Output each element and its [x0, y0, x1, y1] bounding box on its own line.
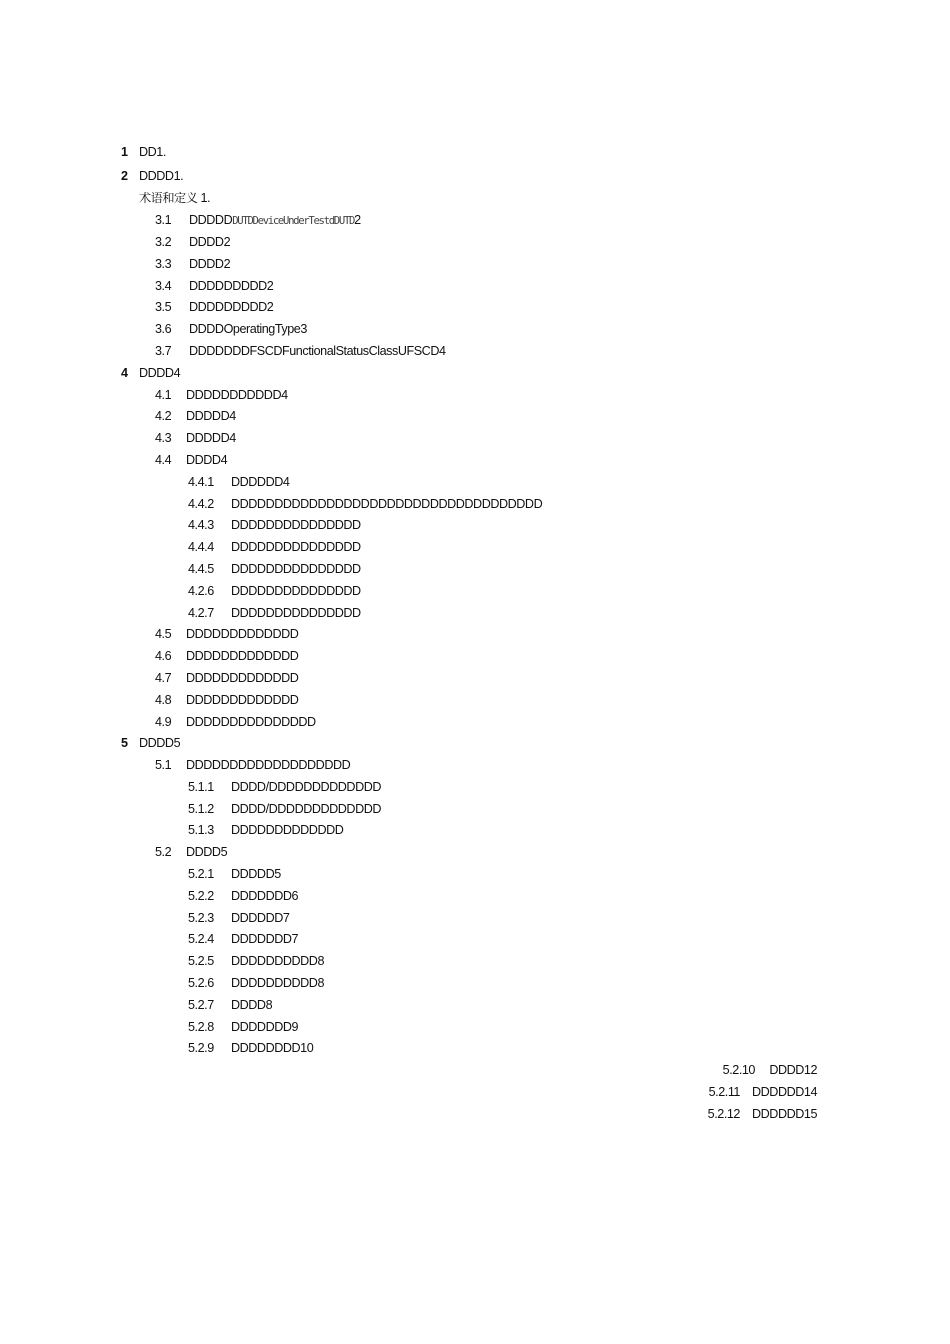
toc-number: 4.8	[155, 692, 172, 707]
toc-entry-5-2-4[interactable]	[0, 929, 950, 951]
toc-entry-5-2-5[interactable]	[0, 951, 950, 973]
toc-title: DDDDDD15	[752, 1106, 817, 1121]
toc-page: 1.	[197, 191, 211, 206]
toc-title: DDDDDDDDDD8	[231, 976, 325, 991]
toc-entry-3-4[interactable]	[0, 276, 950, 298]
toc-number: 5.2.4	[188, 932, 214, 947]
toc-entry-4-8[interactable]	[0, 690, 950, 712]
toc-entry-1[interactable]	[0, 140, 950, 164]
toc-title: DDDD8	[231, 997, 273, 1012]
toc-title: DDDDDDDDDDDDD	[186, 692, 299, 707]
toc-title: DDDDD5	[231, 867, 281, 882]
toc-number: 4.4.1	[188, 474, 214, 489]
toc-number: 4.1	[155, 387, 172, 402]
toc-title-prefix: DDDDD	[189, 213, 233, 228]
toc-number: 4.2	[155, 409, 172, 424]
toc-number: 4.4	[155, 452, 172, 467]
toc-entry-4-3[interactable]	[0, 428, 950, 450]
toc-number: 4.4.4	[188, 540, 214, 555]
toc-entry-5-1-3[interactable]	[0, 820, 950, 842]
toc-title: DDDDDDDDDDDDDDD	[231, 605, 361, 620]
toc-entry-3-1[interactable]	[0, 210, 950, 232]
toc-number: 5.2.1	[188, 867, 214, 882]
toc-entry-5-2[interactable]	[0, 842, 950, 864]
toc-title: DDDDDDDDDDDDDDD	[231, 518, 361, 533]
toc-title: DDDD5	[186, 845, 228, 860]
toc-number: 4.4.5	[188, 561, 214, 576]
toc-entry-5-2-1[interactable]	[0, 864, 950, 886]
toc-entry-4-2-6[interactable]	[0, 581, 950, 603]
toc-title: DDDDDDDDDDDDD	[186, 670, 299, 685]
toc-entry-5-1-1[interactable]	[0, 777, 950, 799]
toc-title: DDDDDDDFSCDFunctionalStatusClassUFSCD4	[189, 343, 446, 358]
toc-title: DDDDDDDDDDDDDDD	[231, 561, 361, 576]
toc-number: 1	[121, 145, 128, 159]
toc-number: 4.6	[155, 649, 172, 664]
toc-number: 5.2.8	[188, 1019, 214, 1034]
toc-title	[189, 210, 361, 233]
toc-title: DDDDDD4	[231, 474, 290, 489]
toc-title: DD1.	[139, 145, 166, 159]
toc-title: DDDDDDDDDDDDDDD	[231, 540, 361, 555]
toc-entry-4-6[interactable]	[0, 646, 950, 668]
toc-entry-3-6[interactable]	[0, 319, 950, 341]
toc-number: 5.2.11	[708, 1085, 740, 1100]
toc-entry-4-2-7[interactable]	[0, 603, 950, 625]
toc-title: DDDDDDDDDDDDD	[186, 649, 299, 664]
toc-title: DDDDDDDDDDDDD	[231, 823, 344, 838]
toc-title: DDDD/DDDDDDDDDDDDD	[231, 801, 382, 816]
toc-entry-5-2-8[interactable]	[0, 1017, 950, 1039]
toc-title: DDDDOperatingType3	[189, 322, 307, 337]
toc-entry-5[interactable]	[0, 733, 950, 755]
toc-title: DDDDDDDDDDD4	[186, 387, 288, 402]
toc-entry-3-5[interactable]	[0, 297, 950, 319]
toc-number: 4.3	[155, 431, 172, 446]
toc-entry-3-3[interactable]	[0, 254, 950, 276]
toc-number: 4.4.3	[188, 518, 214, 533]
toc-number: 5.2.5	[188, 954, 214, 969]
toc-entry-3-7[interactable]	[0, 341, 950, 363]
toc-entry-5-2-6[interactable]	[0, 973, 950, 995]
toc-number: 5.1.3	[188, 823, 214, 838]
toc-title: DDDDDDD7	[231, 932, 299, 947]
toc-title: DDDDDDDDD2	[189, 300, 274, 315]
toc-title: DDDDDDDDDDDDDDDDDDD	[186, 758, 351, 773]
toc-title: DDDD4	[139, 365, 181, 380]
toc-title: DDDDDDDDDDDDDDD	[231, 583, 361, 598]
toc-number: 5	[121, 736, 128, 751]
toc-entry-5-2-7[interactable]	[0, 995, 950, 1017]
toc-title: DDDDDDDDD2	[189, 278, 274, 293]
toc-number: 3.5	[155, 300, 172, 315]
toc-number: 4.7	[155, 670, 172, 685]
toc-number: 5.1	[155, 758, 172, 773]
toc-entry-3-2[interactable]	[0, 232, 950, 254]
toc-number: 3.3	[155, 256, 172, 271]
toc-title: DDDDDD14	[752, 1085, 817, 1100]
toc-entry-4-2[interactable]	[0, 406, 950, 428]
toc-number: 5.2.2	[188, 888, 214, 903]
toc-entry-4-4-1[interactable]	[0, 472, 950, 494]
toc-number: 4	[121, 365, 128, 380]
toc-entry-4-4-3[interactable]	[0, 515, 950, 537]
toc-entry-4-7[interactable]	[0, 668, 950, 690]
toc-number: 5.2.12	[707, 1106, 740, 1121]
toc-number: 3.1	[155, 213, 172, 228]
toc-entry-4-5[interactable]	[0, 624, 950, 646]
toc-entry-2[interactable]	[0, 164, 950, 188]
toc-entry-4-4-4[interactable]	[0, 537, 950, 559]
toc-number: 5.2.10	[722, 1063, 755, 1078]
toc-entry-5-2-10[interactable]	[0, 1060, 950, 1082]
toc-entry-4-4[interactable]	[0, 450, 950, 472]
toc-entry-5-2-2[interactable]	[0, 886, 950, 908]
toc-title: DDDDDD7	[231, 910, 290, 925]
toc-number: 3.2	[155, 234, 172, 249]
toc-title: DDDD2	[189, 256, 231, 271]
toc-title: DDDDD4	[186, 409, 236, 424]
toc-title-cjk: 术语和定义	[139, 191, 198, 206]
toc-title: DDDDDDDDDDDDDDDDDDDDDDDDDDDDDDDDDDDD	[231, 496, 543, 511]
toc-title: DDDD5	[139, 736, 181, 751]
toc-title: DDDDDDDDDDDDDDD	[186, 714, 316, 729]
toc-title: DDDDDDDDDD8	[231, 954, 325, 969]
toc-title: DDDD12	[769, 1063, 817, 1078]
toc-title: DDDD2	[189, 234, 231, 249]
toc-title: DDDD4	[186, 452, 228, 467]
table-of-contents	[0, 140, 950, 1126]
toc-entry-5-2-9[interactable]	[0, 1038, 950, 1060]
toc-number: 5.1.2	[188, 801, 214, 816]
toc-title	[139, 188, 210, 210]
toc-title: DDDDDDD6	[231, 888, 299, 903]
toc-number: 5.2.7	[188, 997, 214, 1012]
toc-number: 4.9	[155, 714, 172, 729]
toc-number: 5.2.3	[188, 910, 214, 925]
toc-number: 4.2.7	[188, 605, 214, 620]
toc-number: 5.1.1	[188, 779, 214, 794]
toc-entry-5-1-2[interactable]	[0, 799, 950, 821]
toc-entry-5-2-3[interactable]	[0, 908, 950, 930]
toc-number: 3.4	[155, 278, 172, 293]
toc-entry-4-4-2[interactable]	[0, 494, 950, 516]
toc-number: 5.2.6	[188, 976, 214, 991]
toc-number: 5.2	[155, 845, 172, 860]
toc-entry-4-1[interactable]	[0, 385, 950, 407]
toc-number: 4.2.6	[188, 583, 214, 598]
toc-title: DDDDD4	[186, 431, 236, 446]
toc-entry-4-4-5[interactable]	[0, 559, 950, 581]
toc-entry-3[interactable]	[0, 188, 950, 210]
toc-title: DDDDDDDDDDDDD	[186, 627, 299, 642]
toc-title: DDDDDDD9	[231, 1019, 299, 1034]
toc-number: 5.2.9	[188, 1041, 214, 1056]
toc-title: DDDDDDDD10	[231, 1041, 314, 1056]
toc-page: 2	[354, 213, 361, 228]
toc-number: 2	[121, 169, 128, 184]
toc-entry-4[interactable]	[0, 363, 950, 385]
toc-title-mono: DUTDDeviceUnderTestdDUTD	[232, 215, 355, 228]
toc-number: 4.4.2	[188, 496, 214, 511]
toc-title: DDDD/DDDDDDDDDDDDD	[231, 779, 382, 794]
toc-title: DDDD1.	[139, 169, 184, 184]
toc-number: 3.7	[155, 343, 172, 358]
toc-entry-5-1[interactable]	[0, 755, 950, 777]
toc-entry-5-2-12[interactable]	[0, 1104, 950, 1126]
toc-number: 3.6	[155, 322, 172, 337]
toc-entry-4-9[interactable]	[0, 712, 950, 734]
toc-entry-5-2-11[interactable]	[0, 1082, 950, 1104]
toc-number: 4.5	[155, 627, 172, 642]
